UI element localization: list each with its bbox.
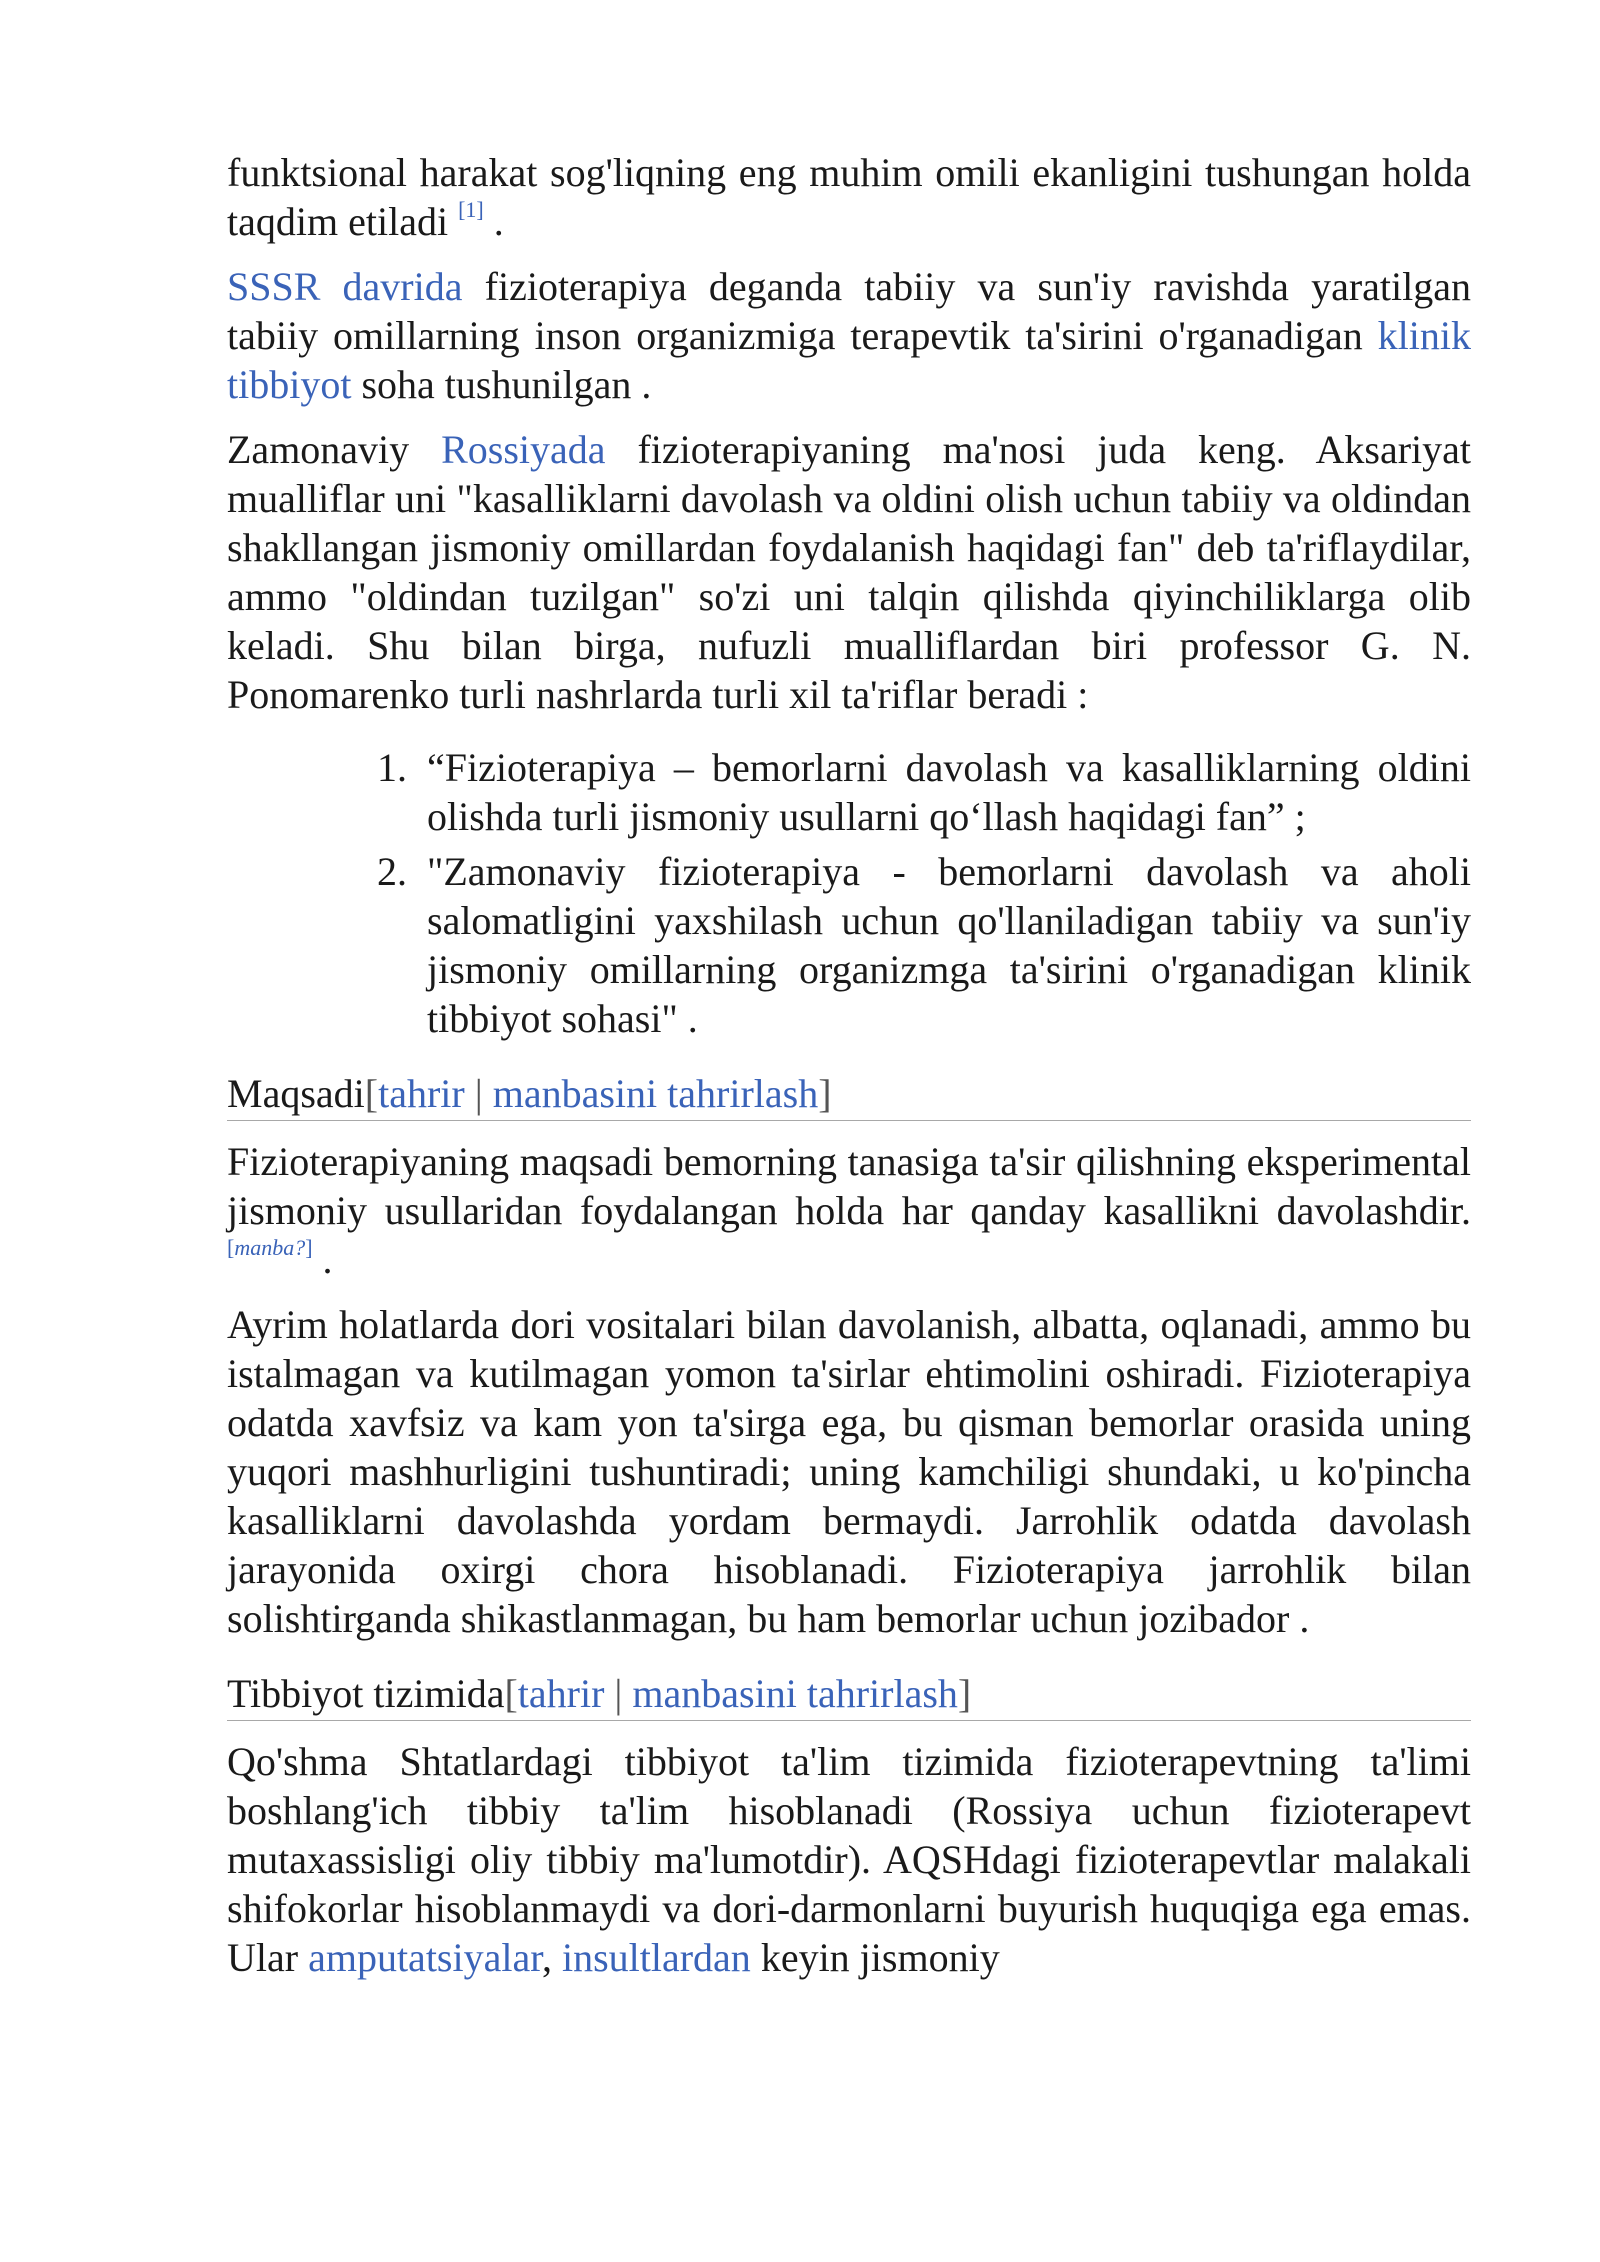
paragraph-rossiya: Zamonaviy Rossiyada fizioterapiyaning ma'nosi juda keng. Aksariyat mualliflar uni "kasalliklarni davolash va oldini olish uchun tabiiy va oldindan shakllangan jismoniy omillardan foydalanish haqidagi fan" deb ta'riflaydilar, ammo "oldindan tuzilgan" so'zi uni talqin qilishda qiyinchiliklarga olib keladi. Shu bilan birga, nufuzli mualliflardan biri professor G. N. Ponomarenko turli nashrlarda turli xil ta'riflar beradi : bbox=[227, 427, 1471, 717]
section-heading-maqsadi: Maqsadi[tahrir | manbasini tahrirlash] bbox=[227, 1069, 1471, 1121]
article-body bbox=[227, 148, 1471, 1998]
definitions-list bbox=[227, 743, 1471, 1043]
link-klinik-tibbiyot[interactable]: klinik tibbiyot bbox=[227, 313, 1471, 407]
edit-link[interactable]: tahrir bbox=[517, 1671, 605, 1716]
paragraph-aqsh: Qo'shma Shtatlardagi tibbiyot ta'lim tizimida fizioterapevtning ta'limi boshlang'ich tibbiy ta'lim hisoblanadi (Rossiya uchun fizioterapevt mutaxassisligi oliy tibbiy ma'lumotdir). AQSHdagi fizioterapevtlar malakali shifokorlar hisoblanmaydi va dori-darmonlarni buyurish huquqiga ega emas. Ular amputatsiyalar, insultlardan keyin jismoniy bbox=[227, 1739, 1471, 1980]
section-heading-tibbiyot-tizimida: Tibbiyot tizimida[tahrir | manbasini tahrirlash] bbox=[227, 1669, 1471, 1721]
list-item: 2. "Zamonaviy fizioterapiya - bemorlarni davolash va aholi salomatligini yaxshilash uchun qo'llaniladigan tabiiy va sun'iy jismoniy omillarning organizmga ta'sirini o'rganadigan klinik tibbiyot sohasi" . bbox=[377, 849, 1471, 1041]
paragraph-maqsad: Fizioterapiyaning maqsadi bemorning tanasiga ta'sir qilishning eksperimental jismoniy usullaridan foydalangan holda har qanday kasallikni davolashdir.[manba?] . bbox=[227, 1139, 1471, 1282]
paragraph-dori: Ayrim holatlarda dori vositalari bilan davolanish, albatta, oqlanadi, ammo bu istalmagan va kutilmagan yomon ta'sirlar ehtimolini oshiradi. Fizioterapiya odatda xavfsiz va kam yon ta'sirga ega, bu qisman bemorlar orasida uning yuqori mashhurligini tushuntiradi; uning kamchiligi shundaki, u ko'pincha kasalliklarni davolashda yordam bermaydi. Jarrohlik odatda davolash jarayonida oxirgi chora hisoblanadi. Fizioterapiya jarrohlik bilan solishtirganda shikastlanmagan, bu ham bemorlar uchun jozibador . bbox=[227, 1302, 1471, 1641]
link-sssr-davrida[interactable]: SSSR davrida bbox=[227, 264, 463, 309]
edit-link[interactable]: tahrir bbox=[378, 1071, 465, 1116]
list-item: 1. “Fizioterapiya – bemorlarni davolash va kasalliklarning oldini olishda turli jismoniy usullarni qo‘llash haqidagi fan” ; bbox=[377, 745, 1471, 839]
link-amputatsiyalar[interactable]: amputatsiyalar bbox=[308, 1935, 542, 1980]
edit-source-link[interactable]: manbasini tahrirlash bbox=[632, 1671, 958, 1716]
edit-source-link[interactable]: manbasini tahrirlash bbox=[492, 1071, 819, 1116]
citation-1[interactable]: [1] bbox=[458, 197, 484, 222]
paragraph-sssr: SSSR davrida fizioterapiya deganda tabiiy va sun'iy ravishda yaratilgan tabiiy omillarning inson organizmiga terapevtik ta'sirini o'rganadigan klinik tibbiyot soha tushunilgan . bbox=[227, 264, 1471, 407]
paragraph-intro: funktsional harakat sog'liqning eng muhim omili ekanligini tushungan holda taqdim etiladi [1] . bbox=[227, 150, 1471, 244]
link-insultlardan[interactable]: insultlardan bbox=[561, 1935, 751, 1980]
link-rossiyada[interactable]: Rossiyada bbox=[441, 427, 606, 472]
citation-needed[interactable]: [manba?] bbox=[227, 1235, 313, 1260]
